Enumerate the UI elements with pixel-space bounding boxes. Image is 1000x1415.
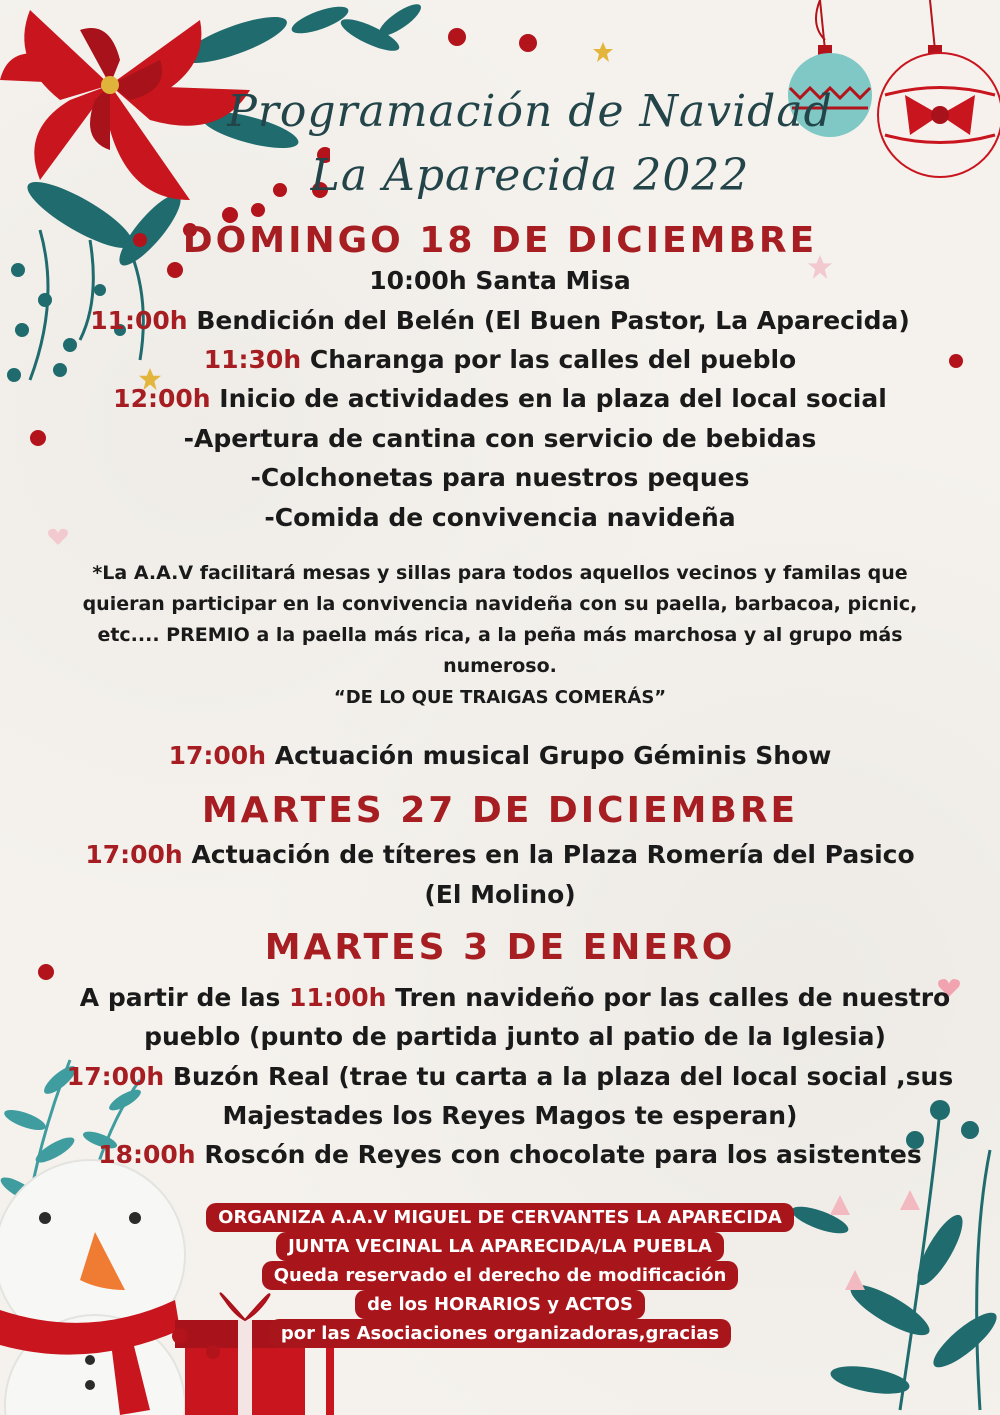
schedule-line: 17:00h Actuación de títeres en la Plaza Romería del Pasico — [85, 840, 915, 869]
footer-line: JUNTA VECINAL LA APARECIDA/LA PUEBLA — [276, 1232, 724, 1261]
day-heading-tuesday-3: MARTES 3 DE ENERO — [264, 927, 736, 968]
schedule-line: 18:00h Roscón de Reyes con chocolate para los asistentes — [98, 1140, 922, 1169]
schedule-line: pueblo (punto de partida junto al patio de la Iglesia) — [144, 1022, 886, 1051]
footer-organizers — [0, 1203, 1000, 1348]
footer-line: por las Asociaciones organizadoras,gracias — [269, 1319, 731, 1348]
schedule-line: 11:00h Bendición del Belén (El Buen Pastor, La Aparecida) — [90, 306, 910, 335]
schedule-line: -Apertura de cantina con servicio de bebidas — [183, 424, 817, 453]
day-heading-tuesday-27: MARTES 27 DE DICIEMBRE — [201, 790, 799, 831]
day-heading-sunday: DOMINGO 18 DE DICIEMBRE — [182, 220, 818, 261]
schedule-line: -Colchonetas para nuestros peques — [250, 463, 750, 492]
note-quote: “DE LO QUE TRAIGAS COMERÁS” — [333, 687, 667, 708]
schedule-line: -Comida de convivencia navideña — [264, 503, 736, 532]
schedule-line: 17:00h Actuación musical Grupo Géminis Show — [168, 741, 832, 770]
event-title-line1: Programación de Navidad — [227, 86, 833, 137]
footer-line: ORGANIZA A.A.V MIGUEL DE CERVANTES LA APARECIDA — [206, 1203, 794, 1232]
footer-line: de los HORARIOS y ACTOS — [355, 1290, 645, 1319]
schedule-line: 17:00h Buzón Real (trae tu carta a la plaza del local social ,sus — [66, 1062, 954, 1091]
berry-icon — [440, 25, 560, 65]
star-icon — [593, 42, 613, 62]
footer-line: Queda reservado el derecho de modificación — [262, 1261, 739, 1290]
schedule-line: A partir de las 11:00h Tren navideño por las calles de nuestro — [79, 983, 951, 1012]
schedule-line: Majestades los Reyes Magos te esperan) — [222, 1101, 798, 1130]
schedule-line: 12:00h Inicio de actividades en la plaza del local social — [113, 384, 887, 413]
schedule-line: 10:00h Santa Misa — [369, 266, 631, 295]
leaf-icon — [280, 0, 440, 80]
event-title-line2: La Aparecida 2022 — [310, 150, 750, 201]
schedule-line: (El Molino) — [424, 880, 576, 909]
schedule-line: 11:30h Charanga por las calles del pueblo — [203, 345, 797, 374]
convivencia-note: *La A.A.V facilitará mesas y sillas para todos aquellos vecinos y familas que quieran participar en la convivencia navideña con su paella, barbacoa, picnic, etc.... PREMIO a la paella más rica, a la peña más marchosa y al grupo más numeroso. “DE LO QUE TRAIGAS COMERÁS” — [40, 558, 960, 713]
